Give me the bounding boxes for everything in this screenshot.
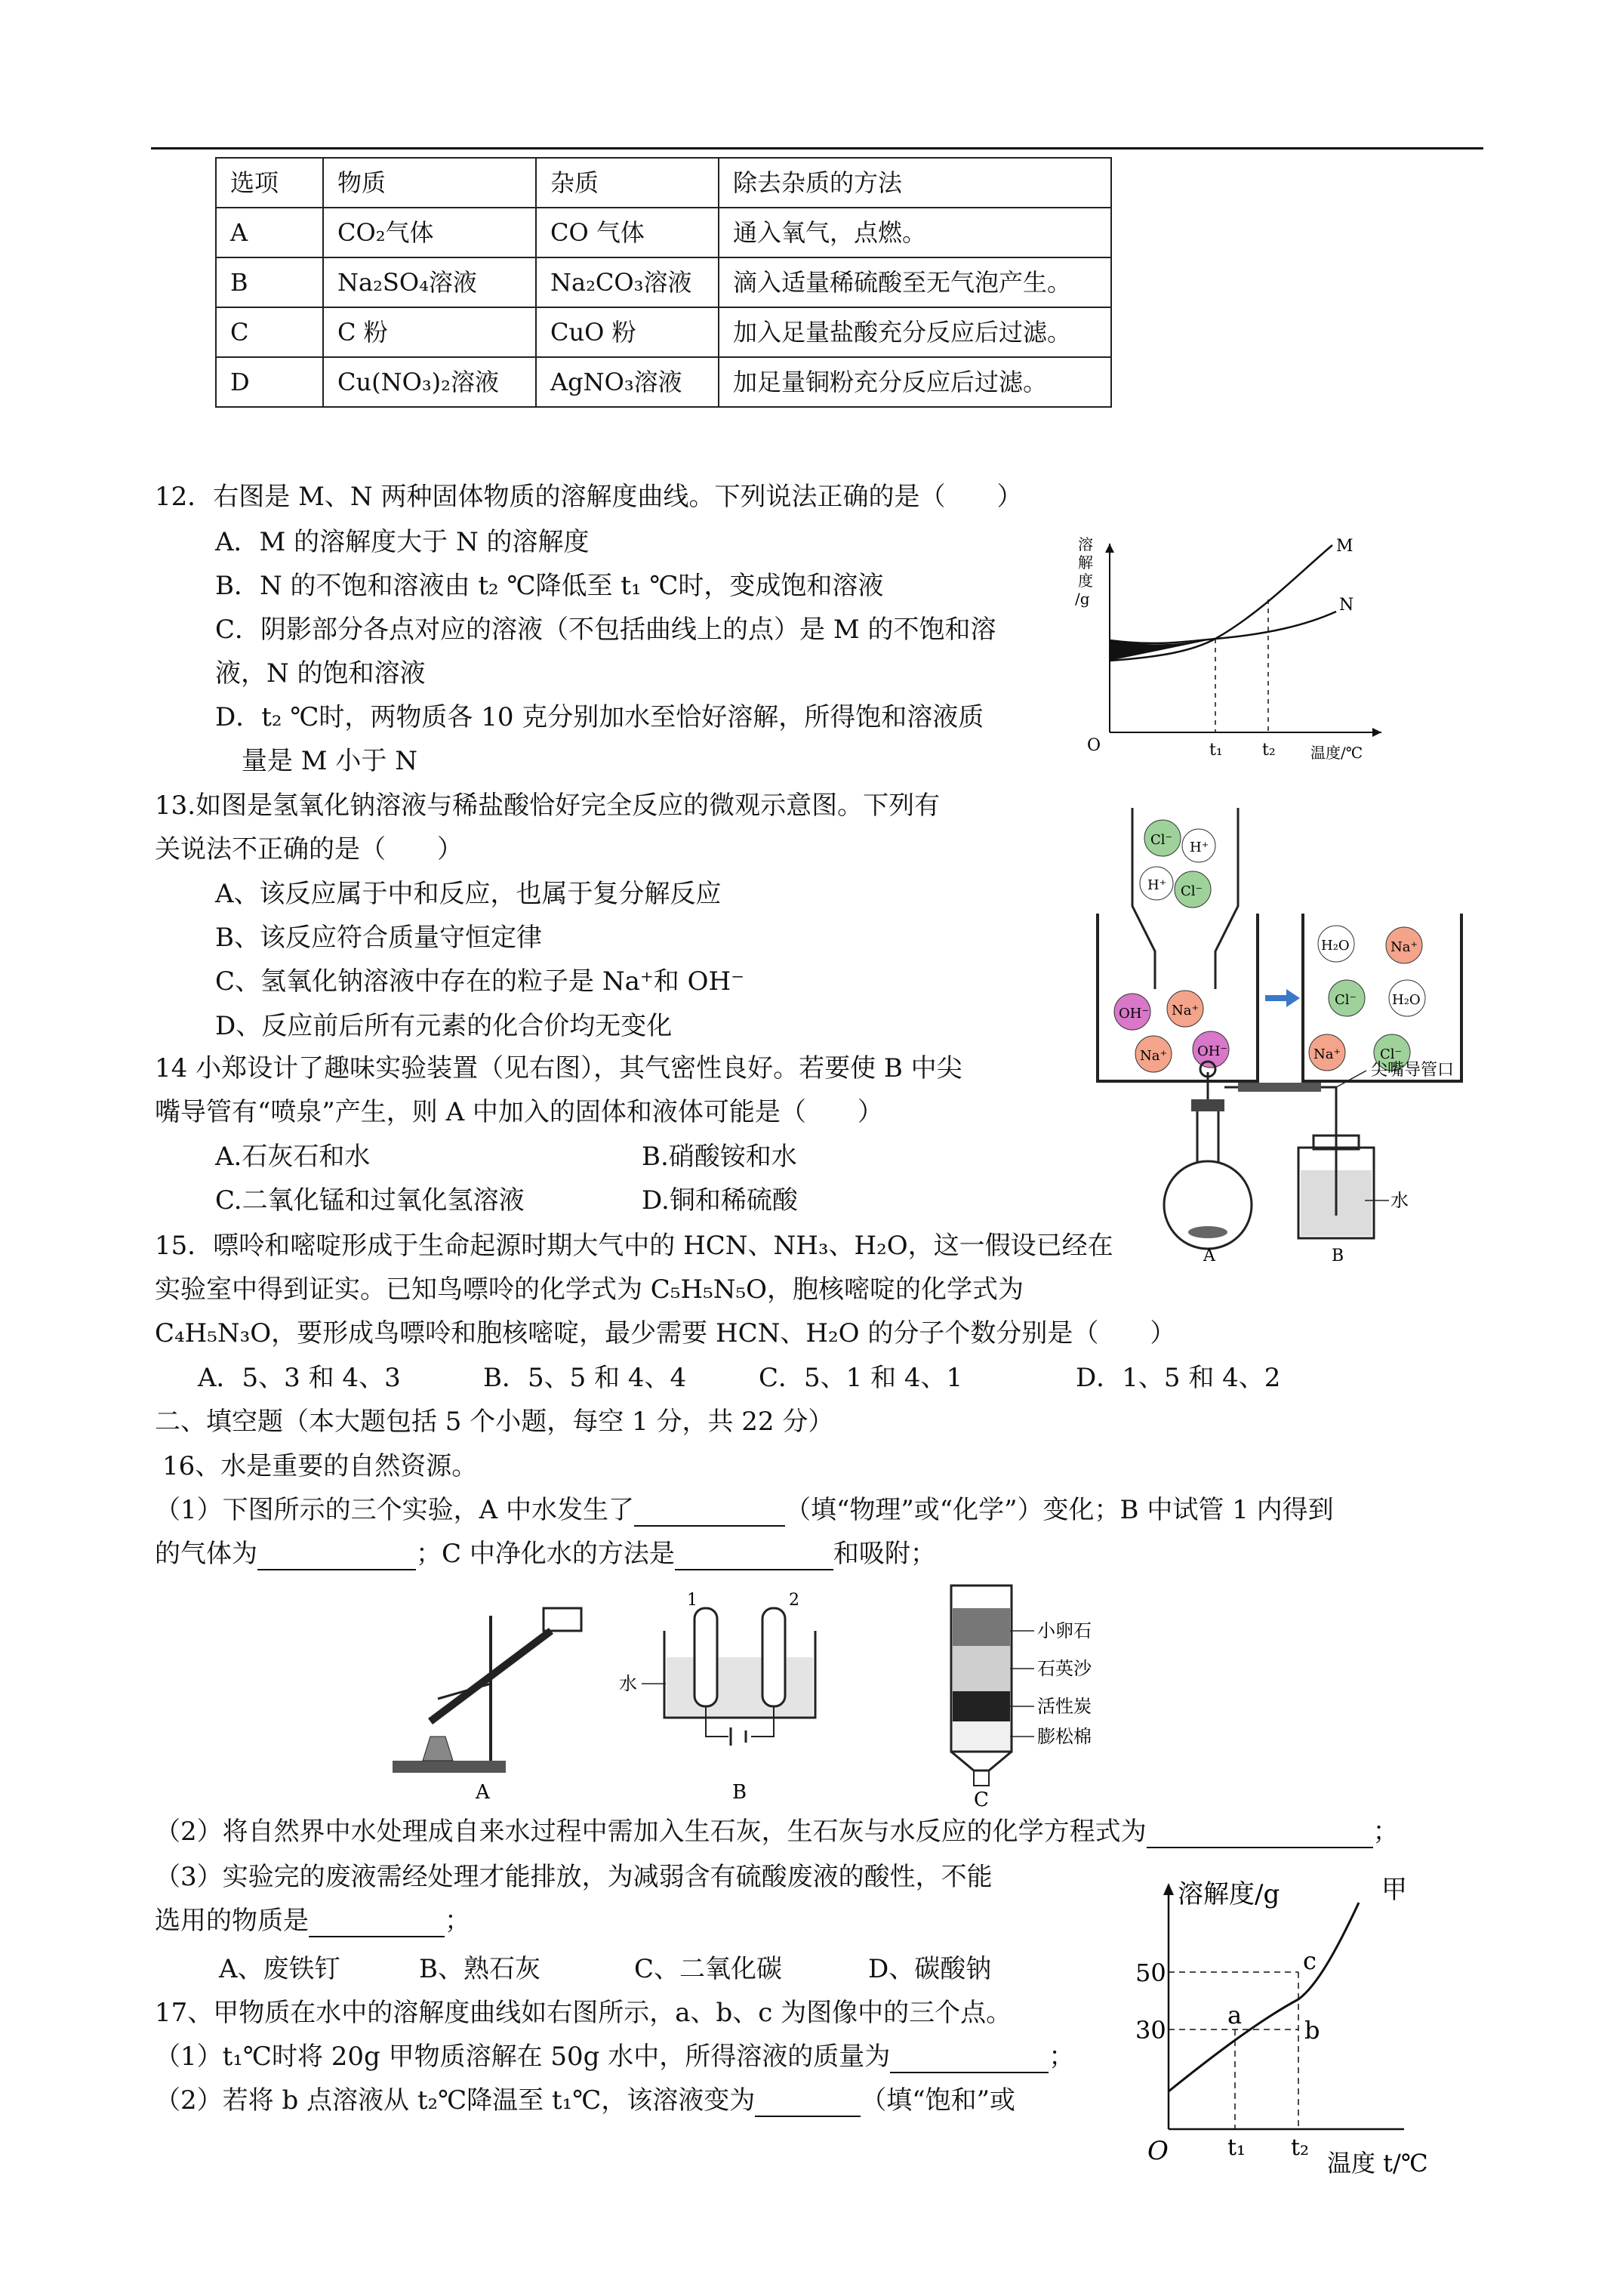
answer-blank[interactable] [257,1542,416,1570]
table-cell: Cu(NO₃)₂溶液 [323,357,536,407]
q12-option-c: C．阴影部分各点对应的溶液（不包括曲线上的点）是 M 的不饱和溶 [215,615,996,645]
impurity-table [215,157,1112,408]
q15-line-1: 15．嘌呤和嘧啶形成于生命起源时期大气中的 HCN、NH₃、H₂O，这一假设已经在 [155,1231,1113,1261]
q16-option-c: C、二氧化碳 [634,1954,783,1984]
answer-blank[interactable] [634,1498,785,1527]
table-header: 物质 [323,158,536,208]
q17-solubility-graph [1132,1872,1464,2177]
svg-text:Cl⁻: Cl⁻ [1380,1046,1403,1062]
svg-text:膨松棉: 膨松棉 [1037,1726,1092,1747]
svg-text:50: 50 [1135,1959,1166,1987]
svg-text:O: O [1087,736,1101,755]
svg-text:甲: 甲 [1381,1875,1407,1905]
svg-text:A: A [1203,1247,1215,1265]
svg-text:t₂: t₂ [1291,2134,1310,2161]
svg-text:Cl⁻: Cl⁻ [1335,992,1357,1008]
svg-text:活性炭: 活性炭 [1037,1696,1092,1717]
q13-option-a: A、该反应属于中和反应，也属于复分解反应 [215,879,722,909]
q17-stem: 17、甲物质在水中的溶解度曲线如右图所示，a、b、c 为图像中的三个点。 [155,1998,1012,2028]
svg-text:2: 2 [789,1591,799,1610]
table-header: 除去杂质的方法 [719,158,1111,208]
q16-fig-a-heating [377,1586,589,1804]
table-cell: Na₂CO₃溶液 [536,257,719,307]
q16-fig-c-filter [929,1578,1155,1812]
q12-option-d: D．t₂ ℃时，两物质各 10 克分别加水至恰好溶解，所得饱和溶液质 [215,702,984,732]
answer-blank[interactable] [890,2045,1049,2073]
svg-text:Na⁺: Na⁺ [1140,1048,1167,1064]
svg-text:B: B [1332,1247,1344,1265]
curve-n [1110,612,1336,643]
q12-solubility-graph [1064,529,1389,770]
q12-option-b: B．N 的不饱和溶液由 t₂ ℃降低至 t₁ ℃时，变成饱和溶液 [215,571,884,601]
svg-text:t₁: t₁ [1227,2134,1246,2161]
answer-blank[interactable] [1147,1820,1373,1848]
q15-line-3: C₄H₅N₃O，要形成鸟嘌呤和胞核嘧啶，最少需要 HCN、H₂O 的分子个数分别是（ ） [155,1318,1176,1348]
section-title: 二、填空题（本大题包括 5 个小题，每空 1 分，共 22 分） [155,1407,834,1437]
q15-option-b: B．5、5 和 4、4 [483,1363,687,1393]
q13-option-d: D、反应前后所有元素的化合价均无变化 [215,1011,673,1041]
q14-stem: 14 小郑设计了趣味实验装置（见右图），其气密性良好。若要使 B 中尖 [155,1053,962,1083]
q17-part2: （2）若将 b 点溶液从 t₂℃降温至 t₁℃，该溶液变为 （填“饱和”或 [155,2085,1016,2116]
table-row [216,208,1111,257]
svg-text:水: 水 [619,1673,637,1694]
table-cell: CuO 粉 [536,307,719,357]
q16-fig-b-electrolysis [619,1586,845,1804]
q16-part2: （2）将自然界中水处理成自来水过程中需加入生石灰，生石灰与水反应的化学方程式为 ； [155,1817,1399,1847]
q12-option-d-cont: 量是 M 小于 N [242,746,417,776]
svg-text:O: O [1147,2136,1169,2166]
table-cell: 通入氧气，点燃。 [719,208,1111,257]
table-cell: 加足量铜粉充分反应后过滤。 [719,357,1111,407]
pebbles-layer [953,1608,1010,1646]
table-header: 杂质 [536,158,719,208]
carbon-layer [953,1691,1010,1721]
svg-text:H⁺: H⁺ [1190,840,1209,855]
svg-text:解: 解 [1078,553,1093,572]
svg-text:石英沙: 石英沙 [1037,1658,1092,1679]
svg-text:H₂O: H₂O [1392,992,1421,1008]
sand-layer [953,1646,1010,1691]
q16-option-b: B、熟石灰 [419,1954,540,1984]
svg-text:Cl⁻: Cl⁻ [1181,883,1203,899]
svg-text:Na⁺: Na⁺ [1313,1046,1341,1062]
table-cell: D [216,357,323,407]
svg-text:t₁: t₁ [1209,741,1223,760]
svg-text:Na⁺: Na⁺ [1390,939,1418,955]
q13-option-c: C、氢氧化钠溶液中存在的粒子是 Na⁺和 OH⁻ [215,966,745,997]
q15-line-2: 实验室中得到证实。已知鸟嘌呤的化学式为 C₅H₅N₅O，胞核嘧啶的化学式为 [155,1274,1024,1305]
q16-option-d: D、碳酸钠 [868,1954,992,1984]
svg-text:Cl⁻: Cl⁻ [1150,832,1173,848]
q15-option-c: C．5、1 和 4、1 [759,1363,963,1393]
table-row [216,257,1111,307]
table-cell: B [216,257,323,307]
svg-text:H₂O: H₂O [1321,938,1350,954]
svg-text:OH⁻: OH⁻ [1119,1006,1149,1022]
q16-stem: 16、水是重要的自然资源。 [162,1451,478,1481]
q12-option-a: A．M 的溶解度大于 N 的溶解度 [215,527,590,557]
svg-text:C: C [974,1789,989,1811]
table-cell: Na₂SO₄溶液 [323,257,536,307]
q17-part1: （1）t₁℃时将 20g 甲物质溶解在 50g 水中，所得溶液的质量为 ； [155,2042,1075,2072]
svg-text:M: M [1336,537,1354,556]
svg-text:温度 t/℃: 温度 t/℃ [1327,2149,1428,2177]
svg-text:/g: /g [1075,590,1090,608]
q13-stem-cont: 关说法不正确的是（ ） [155,834,463,864]
q15-option-d: D．1、5 和 4、2 [1076,1363,1281,1393]
q14-option-d: D.铜和稀硫酸 [642,1185,798,1216]
q13-stem: 13.如图是氢氧化钠溶液与稀盐酸恰好完全反应的微观示意图。下列有 [155,791,941,821]
cotton-layer [953,1721,1010,1750]
q16-option-a: A、废铁钉 [219,1954,340,1984]
svg-text:水: 水 [1390,1190,1409,1211]
table-cell: CO 气体 [536,208,719,257]
svg-text:OH⁻: OH⁻ [1197,1043,1227,1059]
q12-option-c-cont: 液，N 的饱和溶液 [215,658,426,689]
q14-apparatus [1147,1057,1464,1268]
svg-text:b: b [1304,2016,1320,2045]
table-cell: C [216,307,323,357]
svg-text:H⁺: H⁺ [1147,877,1167,893]
table-cell: AgNO₃溶液 [536,357,719,407]
table-row [216,357,1111,407]
svg-text:c: c [1303,1946,1317,1975]
table-cell: C 粉 [323,307,536,357]
svg-text:Na⁺: Na⁺ [1172,1003,1199,1019]
header-rule [151,147,1483,149]
svg-text:1: 1 [687,1591,698,1610]
svg-text:温度/℃: 温度/℃ [1310,744,1363,762]
svg-text:度: 度 [1078,572,1093,590]
svg-text:N: N [1339,596,1354,615]
answer-blank[interactable] [755,2088,861,2117]
q14-option-a: A.石灰石和水 [215,1142,371,1172]
table-cell: 加入足量盐酸充分反应后过滤。 [719,307,1111,357]
q14-option-c: C.二氧化锰和过氧化氢溶液 [215,1185,525,1216]
q13-option-b: B、该反应符合质量守恒定律 [215,923,542,953]
svg-text:溶解度/g: 溶解度/g [1178,1879,1280,1909]
svg-text:A: A [476,1781,490,1804]
table-header: 选项 [216,158,323,208]
q16-part1-cont: 的气体为 ；C 中净化水的方法是 和吸附； [155,1539,936,1569]
svg-text:30: 30 [1135,2016,1166,2045]
q14-stem-cont: 嘴导管有“喷泉”产生，则 A 中加入的固体和液体可能是（ ） [155,1097,883,1127]
svg-text:溶: 溶 [1078,535,1093,553]
q16-part3-cont: 选用的物质是 ； [155,1906,470,1936]
table-row [216,307,1111,357]
q13-neutralization-diagram [1087,800,1464,1087]
svg-text:a: a [1227,2001,1243,2029]
answer-blank[interactable] [309,1909,445,1937]
table-cell: A [216,208,323,257]
answer-blank[interactable] [675,1542,833,1570]
q12-stem: 12．右图是 M、N 两种固体物质的溶解度曲线。下列说法正确的是（ ） [155,482,1023,512]
curve-jia [1169,1903,1359,2091]
svg-text:B: B [732,1781,747,1804]
svg-text:t₂: t₂ [1262,741,1276,760]
q16-part3: （3）实验完的废液需经处理才能排放，为减弱含有硫酸废液的酸性，不能 [155,1862,993,1892]
svg-text:尖嘴导管口: 尖嘴导管口 [1371,1061,1455,1080]
q15-option-a: A．5、3 和 4、3 [198,1363,401,1393]
q14-option-b: B.硝酸铵和水 [642,1142,797,1172]
q16-part1: （1）下图所示的三个实验，A 中水发生了 （填“物理”或“化学”）变化；B 中试管 1 内得到 [155,1495,1334,1525]
table-cell: 滴入适量稀硫酸至无气泡产生。 [719,257,1111,307]
svg-text:小卵石: 小卵石 [1037,1620,1092,1641]
table-header-row [216,158,1111,208]
table-cell: CO₂气体 [323,208,536,257]
